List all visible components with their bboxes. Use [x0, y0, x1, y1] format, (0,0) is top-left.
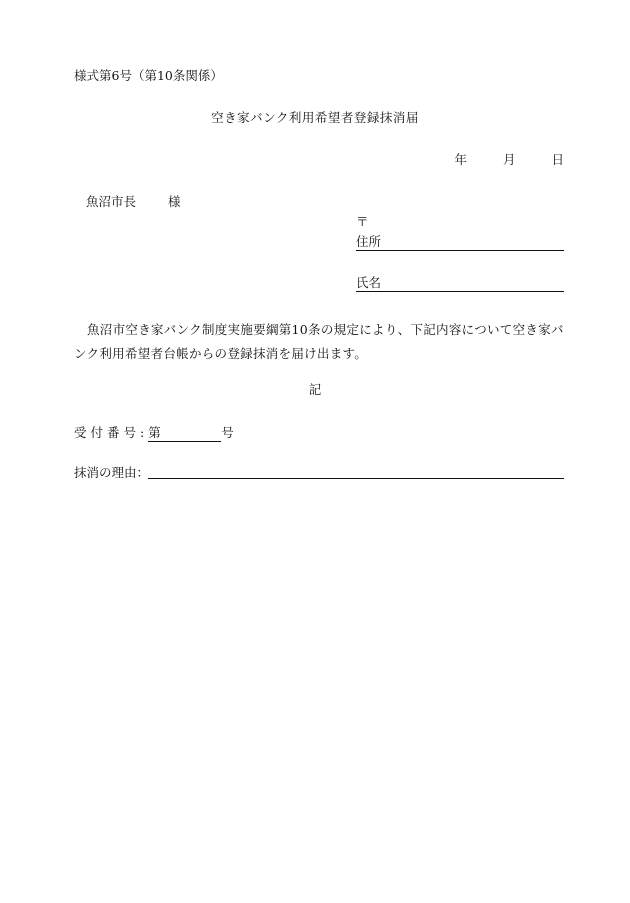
date-month-label: 月: [503, 152, 516, 167]
reason-label: 抹消の理由：: [74, 465, 150, 480]
name-field[interactable]: [356, 273, 564, 292]
address-field[interactable]: [356, 232, 564, 251]
document-title: 空き家バンク利用希望者登録抹消届: [211, 110, 419, 125]
address-label: 住所: [356, 234, 382, 249]
date-line: [455, 150, 564, 168]
addressee: [86, 192, 181, 210]
receipt-suffix: 号: [221, 425, 234, 440]
addressee-honorific: 様: [168, 194, 181, 209]
form-number: 様式第6号（第10条関係）: [74, 68, 223, 83]
date-day-label: 日: [551, 152, 564, 167]
ki-heading: 記: [308, 382, 322, 397]
reason-field[interactable]: [148, 478, 564, 479]
date-year-label: 年: [454, 152, 468, 167]
postal-mark: 〒: [356, 214, 369, 229]
receipt-prefix: 第: [148, 425, 161, 440]
receipt-number-field[interactable]: [148, 423, 221, 442]
receipt-number-row: [74, 423, 234, 442]
body-text: 魚沼市空き家バンク制度実施要綱第10条の規定により、下記内容について空き家バンク利用希望者台帳からの登録抹消を届け出ます。: [74, 322, 564, 361]
name-label: 氏名: [356, 275, 382, 290]
receipt-colon: :: [140, 425, 145, 440]
addressee-name: 魚沼市長: [86, 194, 137, 209]
receipt-number-label: 受付番号: [74, 425, 141, 440]
